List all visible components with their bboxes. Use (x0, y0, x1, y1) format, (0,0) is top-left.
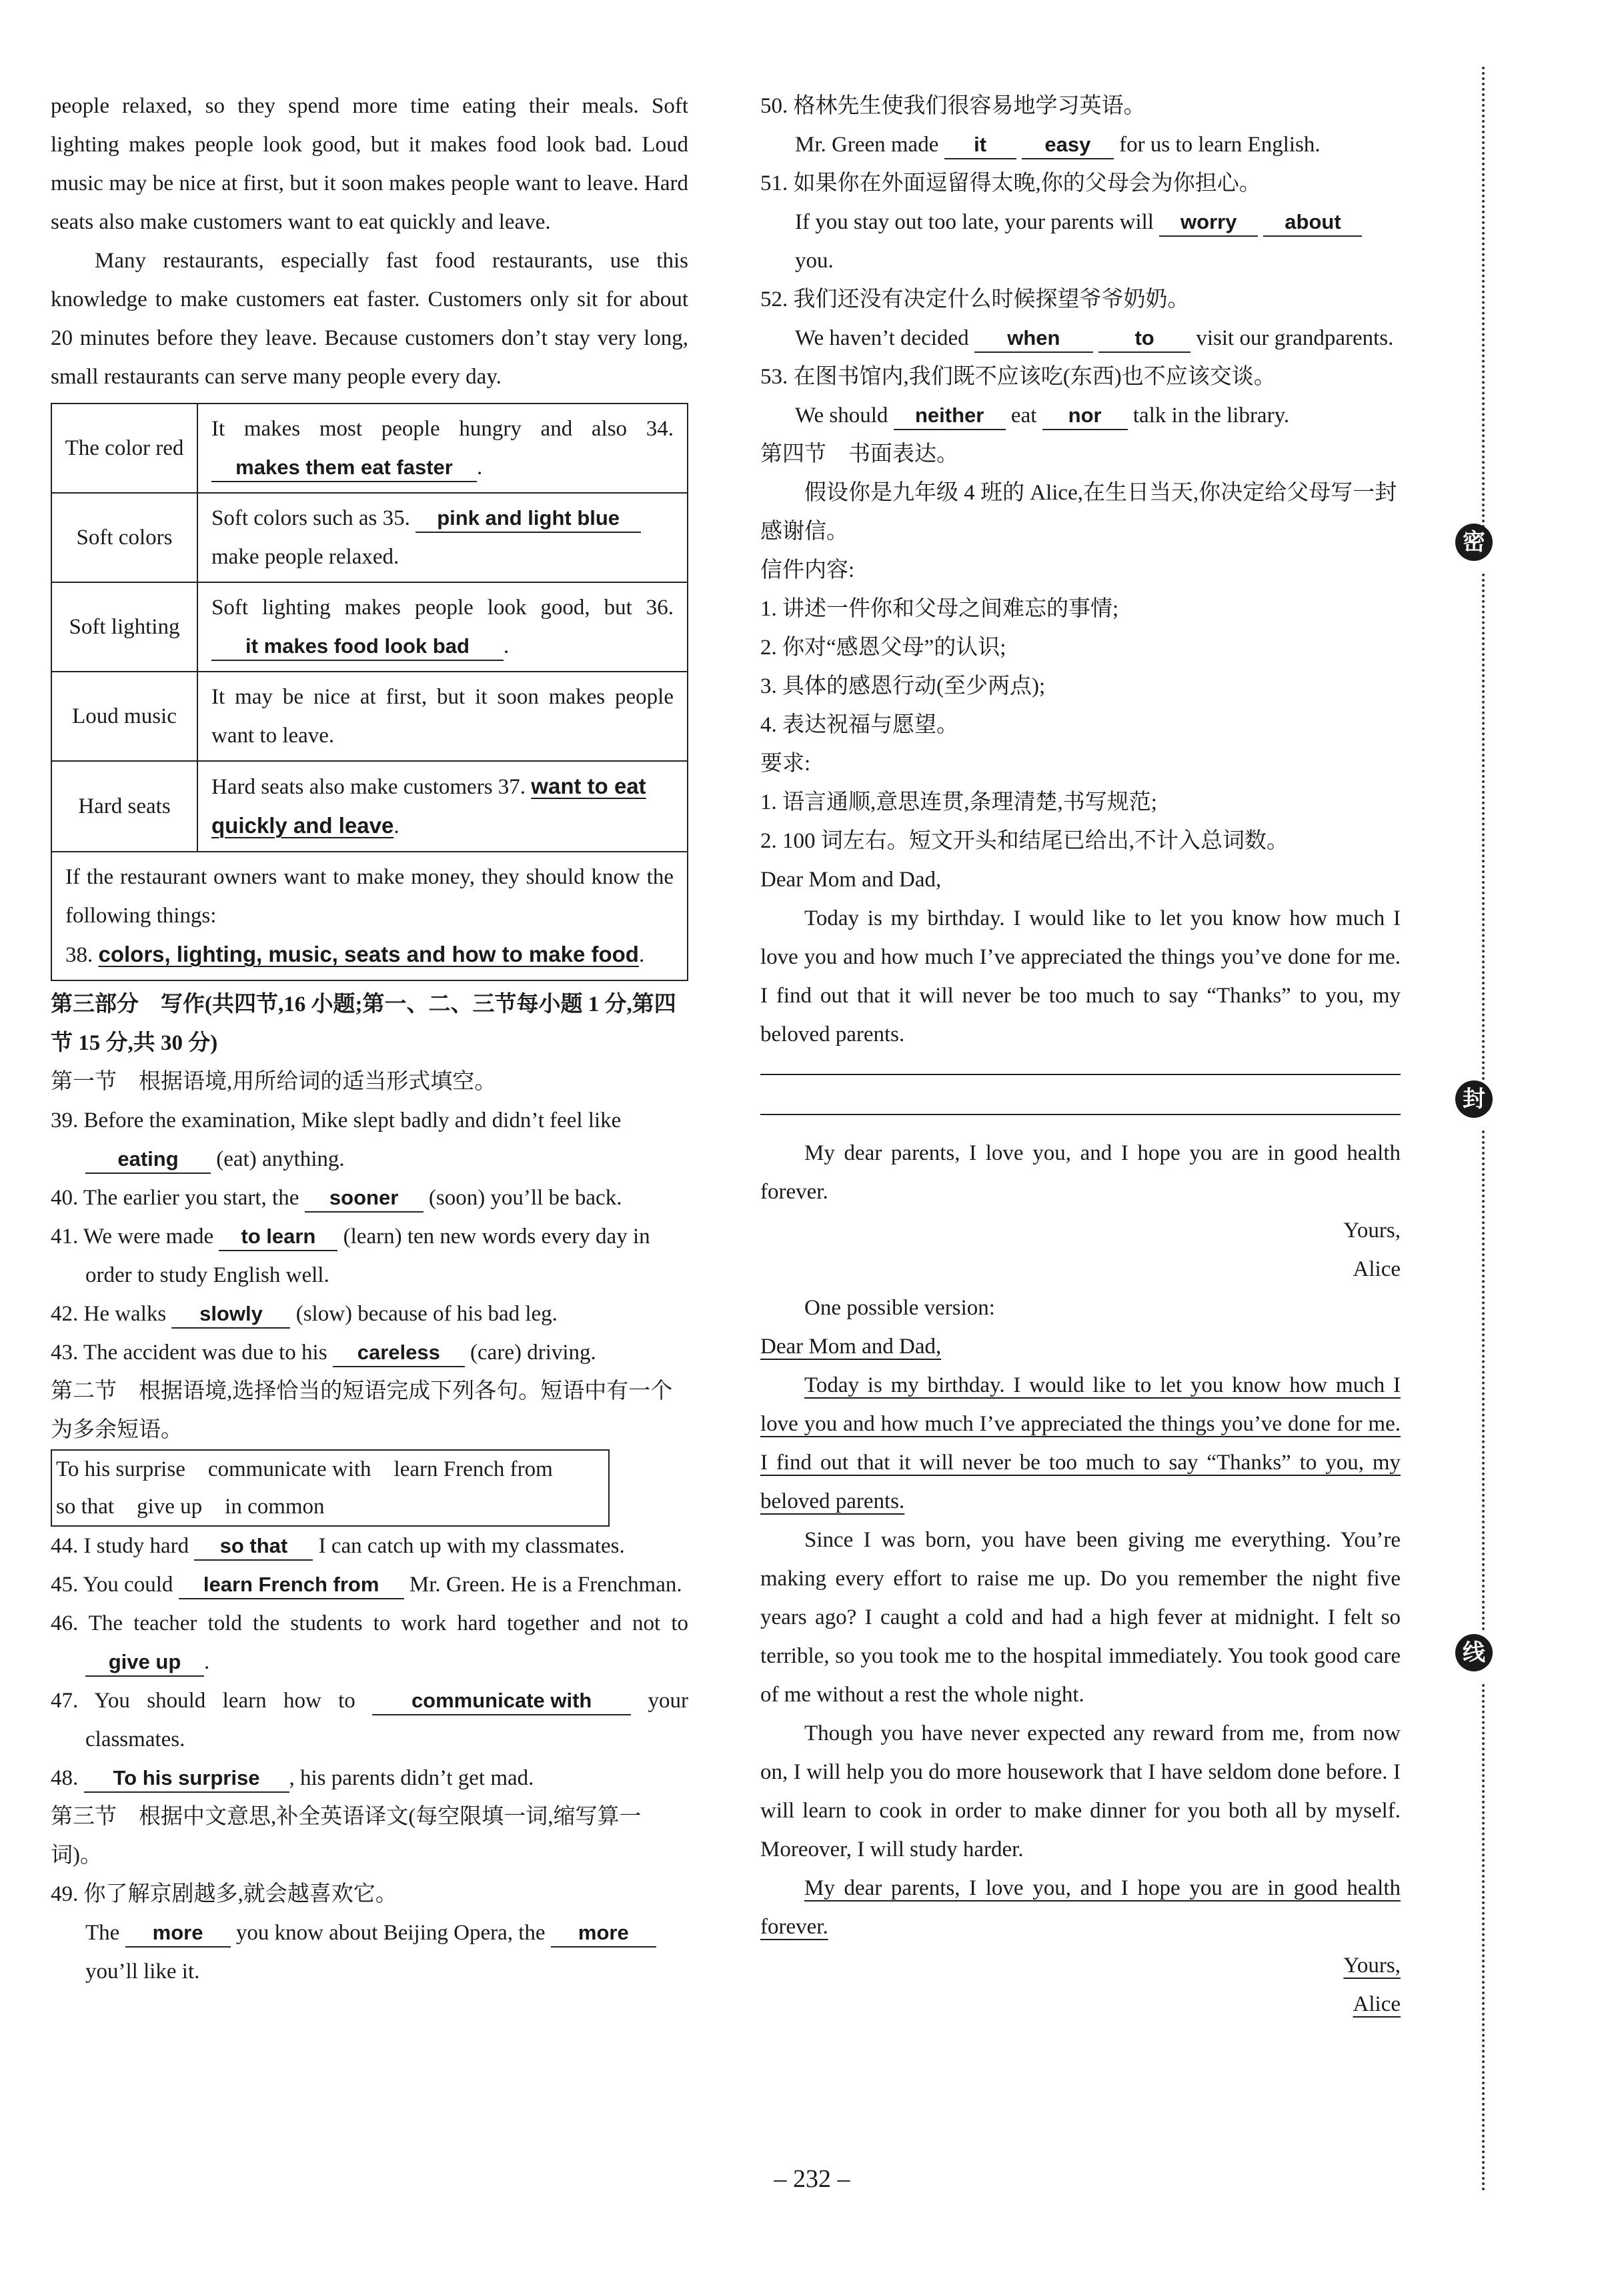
writing-task: 假设你是九年级 4 班的 Alice,在生日当天,你决定给父母写一封感谢信。 (760, 481, 1397, 544)
question-49: 49. 你了解京剧越多,就会越喜欢它。 (51, 1882, 397, 1906)
table-label: Loud music (51, 672, 197, 761)
sample-label: One possible version: (804, 1296, 995, 1320)
question-43: 43. The accident was due to his careless (care) driving. (51, 1333, 688, 1372)
sample-closing: My dear parents, I love you, and I hope you are in good health forever. (760, 1876, 1401, 1939)
answer-52a: when (974, 325, 1093, 353)
answer-53a: neither (894, 403, 1006, 430)
dotted-margin-line (1482, 1130, 1485, 1631)
content-item: 2. 你对“感恩父母”的认识; (760, 636, 1006, 660)
seal-xian: 线 (1455, 1634, 1493, 1671)
left-column: people relaxed, so they spend more time eating their meals. Soft lighting makes people look good, but it makes food look bad. Loud music may be nice at first, but it soon makes people want to leave. Hard seats also make customers want to eat quickly and leave. Many restaurants, especially fast food restaurants, use this knowledge to make customers eat faster. Customers only sit for about 20 minutes before they leave. Because customers don’t stay very long, small restaurants can serve many people every day. The color red It makes most people hungry and also 34. makes them eat faster . Soft colors Soft colors such as 35. pink and light blue make people relaxed. Soft lighting Soft lighting makes people look good, but 36. it makes food look bad . Loud music It may be nice at first, but it soon makes people want to leave. Hard seats Hard seats also make customers 37. want to eat quickly and leave. If the restaurant owners want to make money, they should know the following things: 38. colors, lighting, music, seats and how to make food. 第三部分 写作(共四节,16 小题;第一、二、三节每小题 1 分,第四节 15 分,共 30 分) 第一节 根据语境,用所给词的适当形式填空。 39. Before the examination, Mike slept badly and didn’t feel like eating (eat) anything. 40. The earlier you start, the sooner (soon) you’ll be back. 41. We were made to learn (learn) ten new words every day in order to study English well. 42. He walks slowly (slow) because of his bad leg. 43. The accident was due to his careless (care) driving. 第二节 根据语境,选择恰当的短语完成下列各句。短语中有一个为多余短语。 To his surprise communicate with learn French from so that give up in common 44. I study hard so that I can catch up with my classmates. 45. You could learn French from Mr. Green. He is a Frenchman. 46. The teacher told the students to work hard together and not to give up . 47. You should learn how to communicate with your classmates. 48. To his surprise , his parents didn’t get mad. 第三节 根据中文意思,补全英语译文(每空限填一词,缩写算一词)。 49. 你了解京剧越多,就会越喜欢它。 The more you know about Beijing Opera, the more you’ll like it. (51, 87, 688, 1991)
answer-48: To his surprise (84, 1765, 289, 1793)
table-row: Soft colors Soft colors such as 35. pink and light blue make people relaxed. (51, 493, 688, 582)
answer-45: learn French from (179, 1572, 404, 1599)
answer-50a: it (944, 132, 1016, 159)
section3-heading: 第三节 根据中文意思,补全英语译文(每空限填一词,缩写算一词)。 (51, 1805, 642, 1867)
reading-paragraph: people relaxed, so they spend more time eating their meals. Soft lighting makes people look good, but it makes food look bad. Loud music may be nice at first, but it soon makes people want to leave. Hard seats also make customers want to eat quickly and leave. (51, 94, 688, 234)
table-row: The color red It makes most people hungry and also 34. makes them eat faster . (51, 404, 688, 493)
table-label: Soft lighting (51, 582, 197, 672)
question-44: 44. I study hard so that I can catch up with my classmates. (51, 1527, 688, 1565)
part3-heading: 第三部分 写作(共四节,16 小题;第一、二、三节每小题 1 分,第四节 15 分,共 30 分) (51, 992, 676, 1055)
page-number: – 232 – (774, 2165, 850, 2193)
answer-42: slowly (171, 1301, 290, 1329)
question-41: 41. We were made to learn (learn) ten new words every day in order to study English well. (51, 1225, 650, 1287)
summary-table (51, 403, 688, 981)
writing-line (760, 1094, 1401, 1115)
answer-43: careless (333, 1340, 465, 1367)
answer-36: it makes food look bad (211, 634, 504, 661)
table-row: Soft lighting Soft lighting makes people look good, but 36. it makes food look bad . (51, 582, 688, 672)
table-row: Loud music It may be nice at first, but it soon makes people want to leave. (51, 672, 688, 761)
seal-feng: 封 (1455, 1080, 1493, 1118)
letter-greeting: Dear Mom and Dad, (760, 868, 942, 892)
question-52: 52. 我们还没有决定什么时候探望爷爷奶奶。 (760, 287, 1190, 311)
content-item: 3. 具体的感恩行动(至少两点); (760, 674, 1046, 698)
question-53: 53. 在图书馆内,我们既不应该吃(东西)也不应该交谈。 (760, 365, 1276, 389)
reading-paragraph: Many restaurants, especially fast food restaurants, use this knowledge to make customers eat faster. Customers only sit for about 20 minutes before they leave. Because customers don’t stay very long, small restaurants can serve many people every day. (51, 249, 688, 389)
question-50: 50. 格林先生使我们很容易地学习英语。 (760, 94, 1146, 118)
question-47: 47. You should learn how to communicate with your classmates. (51, 1689, 689, 1751)
table-row: If the restaurant owners want to make money, they should know the following things: 38. colors, lighting, music, seats and how to make food. (51, 852, 688, 980)
answer-34: makes them eat faster (211, 455, 477, 482)
answer-35: pink and light blue (416, 506, 641, 533)
question-51: 51. 如果你在外面逗留得太晚,你的父母会为你担心。 (760, 171, 1261, 195)
dotted-margin-line (1482, 1684, 1485, 2191)
sample-paragraph: Since I was born, you have been giving me everything. You’re making every effort to raise me up. Do you remember the night five years ago? I caught a cold and had a high fever at midnight. I felt so terrible, so you took me to the hospital immediately. You took good care of me without a rest the whole night. (760, 1528, 1401, 1707)
question-46: 46. The teacher told the students to work hard together and not to give up . (51, 1604, 688, 1681)
answer-46: give up (85, 1649, 204, 1677)
table-label: Soft colors (51, 493, 197, 582)
letter-yours: Yours, (1343, 1219, 1401, 1243)
letter-opening: Today is my birthday. I would like to let you know how much I love you and how much I’ve appreciated the things you’ve done for me. I find out that it will never be too much to say “Thanks” to you, my beloved parents. (760, 906, 1401, 1046)
content-item: 1. 讲述一件你和父母之间难忘的事情; (760, 597, 1119, 621)
section4-heading: 第四节 书面表达。 (760, 442, 958, 466)
question-39: 39. Before the examination, Mike slept badly and didn’t feel like eating (eat) anything. (51, 1101, 688, 1179)
question-45: 45. You could learn French from Mr. Green. He is a Frenchman. (51, 1565, 688, 1604)
table-label: Hard seats (51, 761, 197, 852)
question-48: 48. To his surprise , his parents didn’t get mad. (51, 1759, 688, 1797)
writing-line (760, 1054, 1401, 1075)
table-row: Hard seats Hard seats also make customers 37. want to eat quickly and leave. (51, 761, 688, 852)
requirement-item: 2. 100 词左右。短文开头和结尾已给出,不计入总词数。 (760, 829, 1289, 853)
answer-51b: about (1263, 209, 1362, 237)
answer-49b: more (551, 1920, 656, 1948)
answer-40: sooner (305, 1185, 424, 1213)
answer-44: so that (194, 1533, 313, 1561)
content-item: 4. 表达祝福与愿望。 (760, 713, 958, 737)
answer-38: colors, lighting, music, seats and how to make food (98, 942, 639, 966)
answer-53b: nor (1042, 403, 1128, 430)
letter-closing: My dear parents, I love you, and I hope you are in good health forever. (760, 1141, 1401, 1204)
answer-49a: more (125, 1920, 231, 1948)
content-label: 信件内容: (760, 558, 855, 582)
sample-yours: Yours, (1343, 1954, 1401, 1978)
section1-heading: 第一节 根据语境,用所给词的适当形式填空。 (51, 1070, 497, 1094)
requirements-label: 要求: (760, 752, 811, 776)
answer-52b: to (1098, 325, 1190, 353)
answer-51a: worry (1159, 209, 1258, 237)
answer-41: to learn (219, 1224, 337, 1251)
answer-37: want to eat quickly and leave (211, 774, 646, 838)
sample-opening: Today is my birthday. I would like to let you know how much I love you and how much I’ve appreciated the things you’ve done for me. I find out that it will never be too much to say “Thanks” to you, my beloved parents. (760, 1373, 1401, 1513)
question-42: 42. He walks slowly (slow) because of his bad leg. (51, 1295, 688, 1333)
seal-mi: 密 (1455, 524, 1493, 561)
section2-heading: 第二节 根据语境,选择恰当的短语完成下列各句。短语中有一个为多余短语。 (51, 1379, 673, 1442)
dotted-margin-line (1482, 574, 1485, 1080)
requirement-item: 1. 语言通顺,意思连贯,条理清楚,书写规范; (760, 790, 1157, 814)
answer-39: eating (85, 1147, 211, 1174)
answer-50b: easy (1022, 132, 1114, 159)
question-40: 40. The earlier you start, the sooner (soon) you’ll be back. (51, 1179, 688, 1217)
table-label: The color red (51, 404, 197, 493)
letter-signature: Alice (1353, 1257, 1401, 1281)
sample-paragraph: Though you have never expected any reward from me, from now on, I will help you do more housework that I have seldom done before. I will learn to cook in order to make dinner for you both all by myself. Moreover, I will study harder. (760, 1721, 1401, 1861)
sample-signature: Alice (1353, 1992, 1401, 2016)
sample-greeting: Dear Mom and Dad, (760, 1335, 942, 1359)
phrase-box: To his surprise communicate with learn French from so that give up in common (51, 1449, 610, 1527)
right-column: 50. 格林先生使我们很容易地学习英语。 Mr. Green made it easy for us to learn English. 51. 如果你在外面逗留得太晚,你的父母会为你担心。 If you stay out too late, your parents will worry about you. 52. 我们还没有决定什么时候探望爷爷奶奶。 We haven’t decided when to visit our grandparents. 53. 在图书馆内,我们既不应该吃(东西)也不应该交谈。 We should neither eat nor talk in the library. 第四节 书面表达。 假设你是九年级 4 班的 Alice,在生日当天,你决定给父母写一封感谢信。 信件内容: 1. 讲述一件你和父母之间难忘的事情; 2. 你对“感恩父母”的认识; 3. 具体的感恩行动(至少两点); 4. 表达祝福与愿望。 要求: 1. 语言通顺,意思连贯,条理清楚,书写规范; 2. 100 词左右。短文开头和结尾已给出,不计入总词数。 Dear Mom and Dad, Today is my birthday. I would like to let you know how much I love you and how much I’ve appreciated the things you’ve done for me. I find out that it will never be too much to say “Thanks” to you, my beloved parents. My dear parents, I love you, and I hope you are in good health forever. Yours, Alice One possible version: Dear Mom and Dad, Today is my birthday. I would like to let you know how much I love you and how much I’ve appreciated the things you’ve done for me. I find out that it will never be too much to say “Thanks” to you, my beloved parents. Since I was born, you have been giving me everything. You’re making every effort to raise me up. Do you remember the night five years ago? I caught a cold and had a high fever at midnight. I felt so terrible, so you took me to the hospital immediately. You took good care of me without a rest the whole night. Though you have never expected any reward from me, from now on, I will help you do more housework that I have seldom done before. I will learn to cook in order to make dinner for you both all by myself. Moreover, I will study harder. My dear parents, I love you, and I hope you are in good health forever. Yours, Alice (760, 87, 1401, 2024)
dotted-margin-line (1482, 67, 1485, 534)
answer-47: communicate with (372, 1688, 631, 1715)
